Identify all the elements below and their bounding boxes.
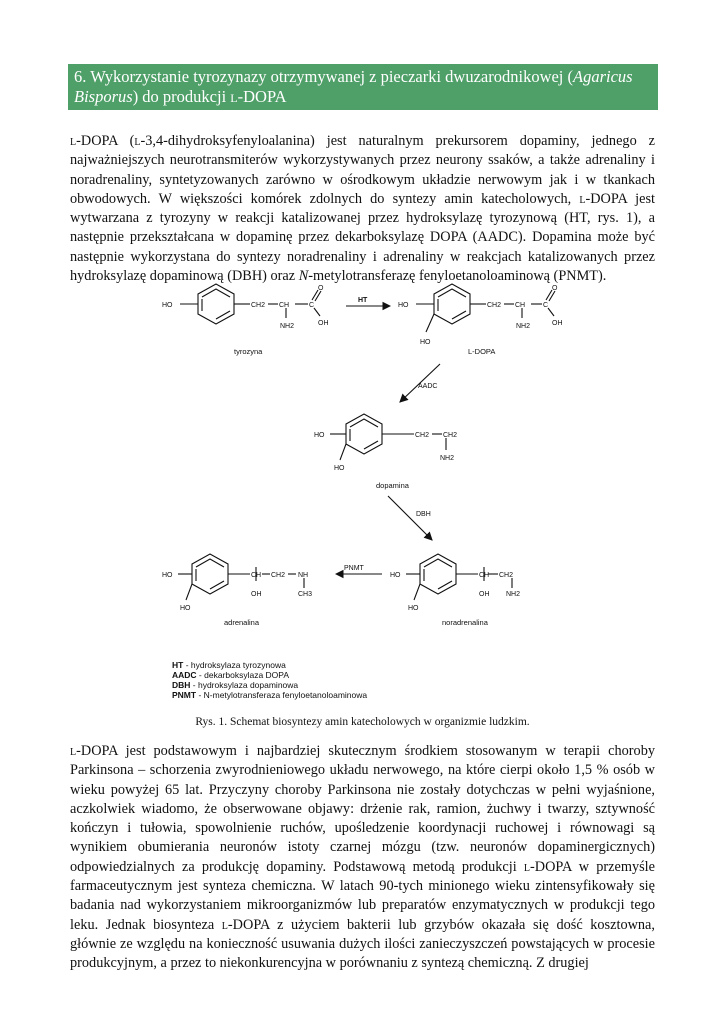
oh-label: OH (479, 591, 490, 598)
legend-abbr: DBH (172, 680, 191, 690)
c-label: C (309, 302, 315, 309)
text-run: -DOPA ( (76, 133, 135, 149)
l-prefix: l (221, 916, 228, 933)
oh-label: OH (251, 591, 262, 598)
ch2-label: CH2 (271, 572, 286, 579)
n-italic: N (298, 268, 309, 285)
heading-text-3: -DOPA (237, 87, 287, 106)
paragraph-intro (70, 132, 655, 286)
ho-label: HO (180, 605, 191, 612)
aadc-enzyme-label: AADC (418, 383, 438, 390)
text-run: -DOPA jest wytwarzana z tyrozyny w reakcji katalizowanej przez hydroksylazę tyrozynową (HT, rys. 1), a następnie przekształcana w dopaminę przez dekarboksylazę DOPA (AADC). Dopamina może być następnie wykorzystana do syntezy noradrenaliny i adrenaliny w reakcjach katalizowanych przez hydroksylazę dopaminową (DBH) oraz (70, 190, 655, 285)
nh2-label: NH2 (280, 323, 295, 330)
ldopa-label: L-DOPA (468, 347, 496, 356)
heading-text-1: 6. Wykorzystanie tyrozynazy otrzymywanej z pieczarki dwuzarodnikowej ( (74, 67, 574, 86)
nh-label: NH (298, 572, 309, 579)
ch2-label: CH2 (499, 572, 514, 579)
pnmt-enzyme-label: PNMT (344, 565, 364, 572)
adrenalina-structure (178, 554, 304, 600)
ch2-label: CH2 (487, 302, 502, 309)
legend-desc: - dekarboksylaza DOPA (196, 670, 289, 680)
text-run: -metylotransferazę fenyloetanoloaminową (PNMT). (308, 268, 607, 285)
ht-enzyme-label: HT (358, 297, 368, 304)
adrenalina-label: adrenalina (224, 618, 260, 627)
section-heading (68, 64, 658, 110)
legend-item (172, 660, 367, 670)
dopamina-label: dopamina (376, 481, 409, 490)
ho-label: HO (390, 572, 401, 579)
ho-label: HO (408, 605, 419, 612)
biosynthesis-scheme (150, 282, 600, 702)
l-prefix: l (579, 190, 586, 207)
oh-label: OH (552, 320, 563, 327)
text-run: -DOPA z użyciem bakterii lub grzybów okazała się dość kosztowna, głównie ze względu na konieczność usuwania dużych ilości zanieczyszczeń powstających w procesie produkcyjnym, a przez to niekonkurencyjna w porównaniu z syntezą chemiczną. Z drugiej (70, 916, 655, 972)
legend-abbr: AADC (172, 670, 197, 680)
ch-label: CH (479, 572, 490, 579)
heading-text-2: ) do produkcji (132, 87, 231, 106)
legend-abbr: PNMT (172, 690, 197, 700)
legend-abbr: HT (172, 660, 184, 670)
ch2-label: CH2 (415, 432, 430, 439)
legend-item (172, 670, 367, 680)
nh2-label: NH2 (516, 323, 531, 330)
ch-label: CH (279, 302, 290, 309)
ch3-label: CH3 (298, 591, 313, 598)
noradrenalina-label: noradrenalina (442, 618, 488, 627)
figure-caption: Rys. 1. Schemat biosyntezy amin katecholowych w organizmie ludzkim. (195, 716, 530, 728)
legend-desc: - hydroksylaza tyrozynowa (183, 660, 286, 670)
dbh-enzyme-label: DBH (416, 511, 431, 518)
oh-label: OH (318, 320, 329, 327)
enzyme-legend (172, 660, 367, 700)
legend-desc: - N-metylotransferaza fenyloetanoloaminowa (196, 690, 368, 700)
ho-label: HO (162, 572, 173, 579)
c-label: C (543, 302, 549, 309)
l-prefix: l (70, 743, 77, 759)
heading-l-prefix: l (230, 87, 238, 106)
o-label: O (552, 285, 558, 292)
text-run: -3,4-dihydroksyfenyloalanina) jest naturalnym prekursorem dopaminy, jednego z najważniejszych neurotransmiterów wykorzystywanych przez neurony ssaków, a także adrenaliny i noradrenaliny, syntetyzowanych zarówno w ośrodkowym układzie nerwowym jak i w tkankach obwodowych. W większości komórek zdolnych do syntezy amin katecholowych, (70, 133, 655, 207)
l-prefix: l (70, 133, 77, 149)
l-prefix: l (134, 133, 141, 149)
nh2-label: NH2 (506, 591, 521, 598)
tyrozyna-label: tyrozyna (234, 347, 263, 356)
legend-item (172, 680, 367, 690)
heading-species: Agaricus Bisporus (74, 67, 633, 106)
o-label: O (318, 285, 324, 292)
ho-label: HO (314, 432, 325, 439)
l-prefix: l (523, 858, 530, 875)
ch-label: CH (251, 572, 262, 579)
ho-label: HO (398, 302, 409, 309)
ch2-label: CH2 (443, 432, 458, 439)
legend-desc: - hydroksylaza dopaminowa (190, 680, 299, 690)
text-run: -DOPA jest podstawowym i najbardziej skutecznym środkiem stosowanym w terapii choroby Parkinsona – schorzenia zwyrodnieniowego układu nerwowego, na które cierpi około 1,5 % osób w wieku powyżej 65 lat. Przyczyny choroby Parkinsona nie zostały dotychczas w pełni wyjaśnione, aczkolwiek wiadomo, że obserwowane objawy: drżenie rak, ramion, żuchwy i twarzy, sztywność kończyn i tułowia, spowolnienie ruchów, upośledzenie koordynacji ruchowej i równowagi są wynikiem obumierania neuronów istoty czarnej mózgu (tzw. neuronów dopaminergicznych) odpowiedzialnych za produkcję dopaminy. Podstawową metodą produkcji (70, 743, 655, 875)
ch2-label: CH2 (251, 302, 266, 309)
ldopa-structure (416, 284, 555, 332)
ho-label: HO (420, 339, 431, 346)
ch-label: CH (515, 302, 526, 309)
ho-label: HO (162, 302, 173, 309)
ho-label: HO (334, 465, 345, 472)
legend-item (172, 690, 367, 700)
nh2-label: NH2 (440, 455, 455, 462)
text-run: -DOPA w przemyśle farmaceutycznym jest synteza chemiczna. W latach 90-tych minionego wieku zintensyfikowały się badania nad wykorzystaniem mikroorganizmów lub preparatów enzymatycznych w produkcji tego leku. Jednak biosynteza (70, 858, 655, 933)
paragraph-parkinson (70, 742, 655, 974)
noradrenalina-structure (406, 554, 512, 600)
